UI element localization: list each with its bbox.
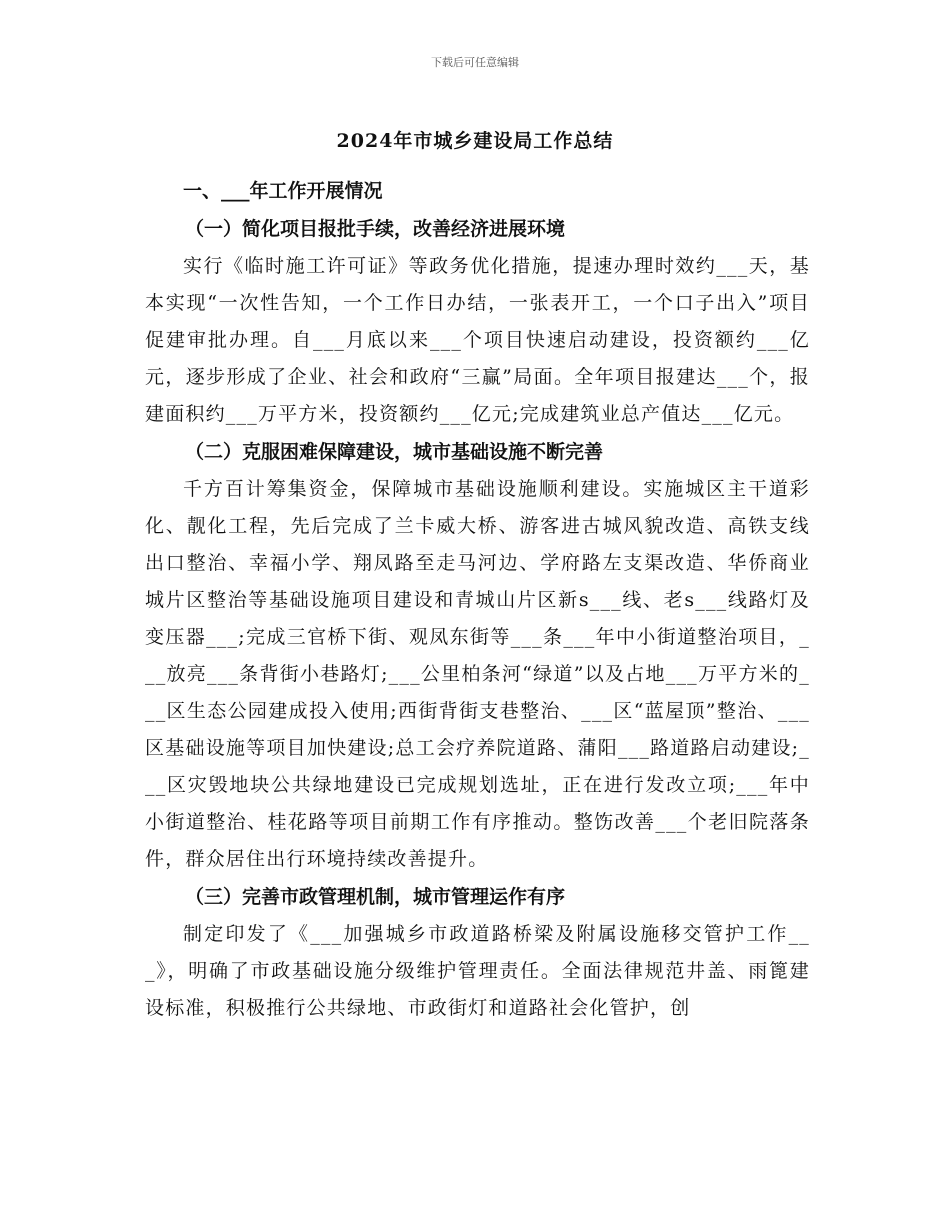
paragraph-3: 制定印发了《___加强城乡市政道路桥梁及附属设施移交管护工作___》，明确了市政基础设施分级维护管理责任。全面法律规范井盖、雨篦建设标准，积极推行公共绿地、市政街灯和道路社会化管护，创 (145, 923, 810, 1019)
subsection-heading-3: （三）完善市政管理机制，城市管理运作有序 (185, 886, 566, 908)
section-heading: 一、___年工作开展情况 (183, 180, 383, 202)
document-body (145, 172, 810, 1027)
subsection-heading-1: （一）简化项目报批手续，改善经济进展环境 (185, 218, 566, 240)
paragraph-2: 千方百计筹集资金，保障城市基础设施顺利建设。实施城区主干道彩化、靓化工程，先后完成了兰卡威大桥、游客进古城风貌改造、高铁支线出口整治、幸福小学、翔凤路至走马河边、学府路左支渠改造、华侨商业城片区整治等基础设施项目建设和青城山片区新s___线、老s___线路灯及变压器___;完成三官桥下街、观凤东街等___条___年中小街道整治项目，___放亮___条背街小巷路灯;___公里柏条河“绿道”以及占地___万平方米的___区生态公园建成投入使用;西街背街支巷整治、___区“蓝屋顶”整治、___区基础设施等项目加快建设;总工会疗养院道路、蒲阳___路道路启动建设;___区灾毁地块公共绿地建设已完成规划选址，正在进行发改立项;___年中小街道整治、桂花路等项目前期工作有序推动。整饬改善___个老旧院落条件，群众居住出行环境持续改善提升。 (145, 478, 810, 870)
header-note: 下载后可任意编辑 (431, 56, 519, 69)
subsection-heading-2: （二）克服困难保障建设，城市基础设施不断完善 (185, 441, 604, 463)
paragraph-1: 实行《临时施工许可证》等政务优化措施，提速办理时效约___天，基本实现“一次性告知，一个工作日办结，一张表开工，一个口子出入”项目促建审批办理。自___月底以来___个项目快速启动建设，投资额约___亿元，逐步形成了企业、社会和政府“三赢”局面。全年项目报建达___个，报建面积约___万平方米，投资额约___亿元;完成建筑业总产值达___亿元。 (145, 255, 810, 425)
document-title: 2024年市城乡建设局工作总结 (336, 130, 614, 152)
